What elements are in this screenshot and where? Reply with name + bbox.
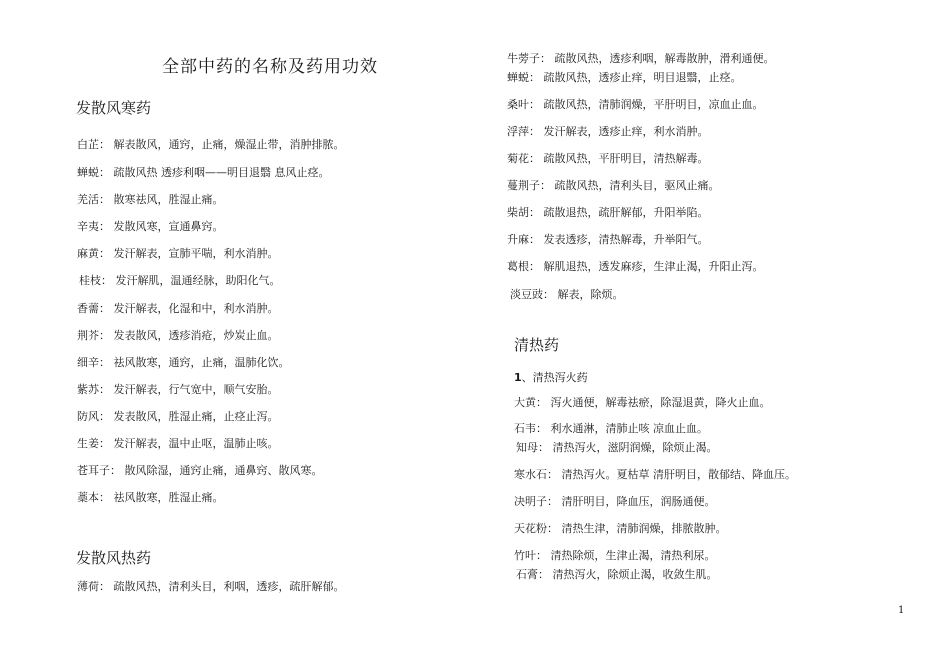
herb-entry: 藁本： 祛风散寒，胜湿止痛。 <box>77 491 224 504</box>
herb-entry: 知母： 清热泻火，滋阴润燥，除烦止渴。 <box>516 441 718 454</box>
herb-entry: 寒水石： 清热泻火。夏枯草 清肝明目，散郁结、降血压。 <box>514 468 796 481</box>
herb-entry: 紫苏： 发汗解表，行气宽中，顺气安胎。 <box>77 383 279 396</box>
herb-entry: 蝉蜕： 疏散风热 透疹利咽——明目退翳 息风止痉。 <box>77 166 330 179</box>
herb-entry: 细辛： 祛风散寒，通窍，止痛，温肺化饮。 <box>77 356 290 369</box>
subsection-heading <box>514 369 588 385</box>
herb-entry: 牛蒡子： 疏散风热，透疹利咽，解毒散肿，滑利通便。 <box>507 52 775 65</box>
herb-entry: 淡豆豉： 解表，除烦。 <box>510 288 624 301</box>
herb-entry: 竹叶： 清热除烦，生津止渴，清热利尿。 <box>514 549 716 562</box>
herb-entry: 麻黄： 发汗解表，宣肺平喘，利水消肿。 <box>77 247 279 260</box>
herb-entry: 蝉蜕： 疏散风热，透疹止痒，明目退翳，止痉。 <box>507 71 742 84</box>
subsection-label: 、清热泻火药 <box>521 371 588 384</box>
herb-entry: 白芷： 解表散风，通窍，止痛，燥湿止带，消肿排脓。 <box>77 138 345 151</box>
herb-entry: 石韦： 利水通淋，清肺止咳 凉血止血。 <box>514 422 708 435</box>
subsection-number: 1 <box>514 371 522 384</box>
herb-entry: 大黄： 泻火通便，解毒祛瘀，除湿退黄，降火止血。 <box>514 396 771 409</box>
herb-entry: 薄荷： 疏散风热，清利头目，利咽，透疹，疏肝解郁。 <box>77 580 345 593</box>
herb-entry: 葛根： 解肌退热，透发麻疹，生津止渴，升阳止泻。 <box>507 260 764 273</box>
herb-entry: 防风： 发表散风，胜湿止痛，止痉止泻。 <box>77 410 279 423</box>
document-title: 全部中药的名称及药用功效 <box>162 57 378 77</box>
herb-entry: 苍耳子： 散风除湿，通窍止痛，通鼻窍、散风寒。 <box>77 464 323 477</box>
herb-entry: 辛夷： 发散风寒，宣通鼻窍。 <box>77 220 224 233</box>
herb-entry: 浮萍： 发汗解表，透疹止痒，利水消肿。 <box>507 125 709 138</box>
herb-entry: 升麻： 发表透疹，清热解毒，升举阳气。 <box>507 233 709 246</box>
herb-entry: 蔓荆子： 疏散风热，清利头目，驱风止痛。 <box>507 179 720 192</box>
herb-entry: 桑叶： 疏散风热，清肺润燥，平肝明目，凉血止血。 <box>507 98 764 111</box>
herb-entry: 生姜： 发汗解表，温中止呕，温肺止咳。 <box>77 437 279 450</box>
herb-entry: 石膏： 清热泻火，除烦止渴，收敛生肌。 <box>516 568 718 581</box>
herb-entry: 桂枝： 发汗解肌，温通经脉，助阳化气。 <box>79 274 281 287</box>
herb-entry: 决明子： 清肝明目，降血压，润肠通便。 <box>514 495 716 508</box>
herb-entry: 香薷： 发汗解表，化湿和中，利水消肿。 <box>77 302 279 315</box>
herb-entry: 荆芥： 发表散风，透疹消疮，炒炭止血。 <box>77 329 279 342</box>
herb-entry: 柴胡： 疏散退热，疏肝解郁，升阳举陷。 <box>507 206 709 219</box>
herb-entry: 羌活： 散寒祛风，胜湿止痛。 <box>77 193 224 206</box>
section-heading-wind-cold: 发散风寒药 <box>76 99 152 117</box>
page-number: 1 <box>898 605 905 616</box>
section-heading-wind-heat: 发散风热药 <box>76 549 152 567</box>
herb-entry: 菊花： 疏散风热，平肝明目，清热解毒。 <box>507 152 709 165</box>
herb-entry: 天花粉： 清热生津，清肺润燥，排脓散肿。 <box>514 522 727 535</box>
section-heading-clear-heat: 清热药 <box>514 336 560 354</box>
